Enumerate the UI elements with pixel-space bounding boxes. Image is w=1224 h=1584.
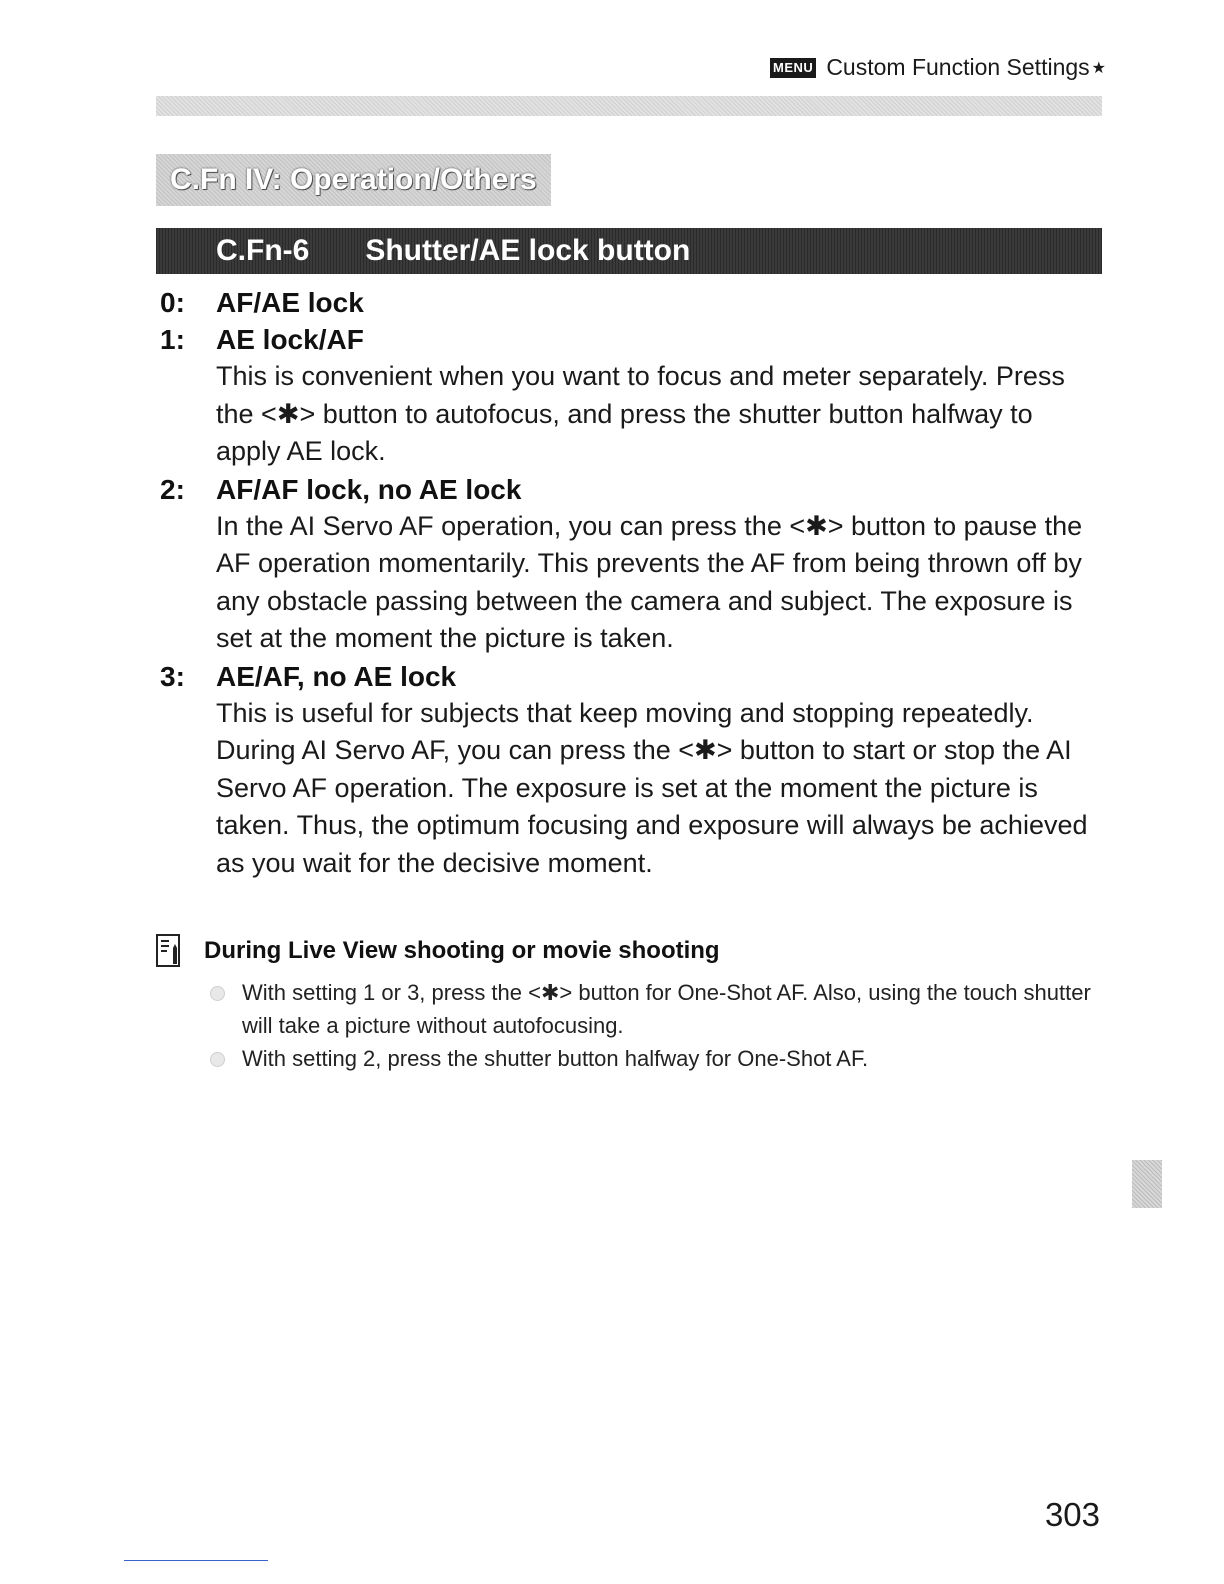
setting-description	[216, 508, 1100, 658]
setting-label: AE/AF, no AE lock	[216, 660, 457, 692]
setting-label: AF/AF lock, no AE lock	[216, 473, 522, 505]
setting-option-2	[160, 471, 1100, 658]
setting-number: 3:	[160, 660, 185, 692]
description-text: > button to autofocus, and press the shutter button halfway to apply AE lock.	[216, 398, 1033, 466]
setting-description	[216, 695, 1100, 883]
page-header	[770, 54, 1106, 81]
setting-description	[216, 358, 1100, 471]
function-name: Shutter/AE lock button	[365, 234, 691, 267]
description-text: This is useful for subjects that keep moving and stopping repeatedly. During AI Servo AF, you can press the <	[216, 697, 1034, 765]
note-text: > button for One-Shot AF. Also, using the touch shutter will take a picture without autofocusing.	[242, 980, 1091, 1038]
description-text: In the AI Servo AF operation, you can press the <	[216, 510, 806, 541]
note-item-2	[208, 1042, 1100, 1075]
description-text: > button to start or stop the AI Servo AF operation. The exposure is set at the moment the picture is taken. Thus, the optimum focusing and exposure will always be achieved as you wait for the decisive moment.	[216, 735, 1088, 878]
bullet-icon	[210, 986, 225, 1001]
setting-option-0	[160, 284, 1100, 321]
setting-number: 1:	[160, 324, 185, 355]
setting-label: AF/AE lock	[216, 287, 364, 318]
header-divider-bar	[156, 96, 1102, 116]
chapter-tab-marker	[1132, 1160, 1162, 1208]
menu-icon: MENU	[770, 58, 816, 78]
af-on-button-icon: ✱	[276, 398, 300, 429]
note-text: With setting 2, press the shutter button halfway for One-Shot AF.	[242, 1046, 869, 1071]
setting-option-1	[160, 321, 1100, 471]
setting-option-3	[160, 658, 1100, 883]
star-icon: ★	[1091, 59, 1106, 77]
page-number: 303	[1044, 1496, 1100, 1533]
section-title	[156, 154, 551, 206]
header-title: Custom Function Settings	[826, 54, 1090, 80]
function-code: C.Fn-6	[216, 234, 310, 267]
note-title: During Live View shooting or movie shooting	[204, 937, 720, 964]
setting-label: AE lock/AF	[216, 324, 364, 355]
bullet-icon	[210, 1052, 225, 1067]
settings-list	[160, 284, 1100, 882]
note-box	[156, 934, 1100, 1075]
note-text: With setting 1 or 3, press the <	[242, 980, 541, 1005]
af-on-button-icon: ✱	[540, 980, 560, 1005]
description-text: This is convenient when you want to focus and meter separately. Press the <	[216, 361, 1065, 429]
setting-number: 0:	[160, 287, 185, 318]
description-text: > button to pause the AF operation momentarily. This prevents the AF from being thrown off by any obstacle passing between the camera and subject. The exposure is set at the moment the picture is taken.	[216, 510, 1083, 653]
function-title-bar	[156, 228, 1102, 274]
note-icon	[156, 934, 182, 968]
footer-line	[124, 1560, 268, 1561]
note-item-1	[208, 976, 1100, 1042]
section-title-text: C.Fn IV: Operation/Others	[170, 163, 537, 196]
note-list	[208, 976, 1100, 1075]
af-on-button-icon: ✱	[694, 735, 717, 765]
af-on-button-icon: ✱	[805, 510, 828, 541]
setting-number: 2:	[160, 473, 185, 505]
